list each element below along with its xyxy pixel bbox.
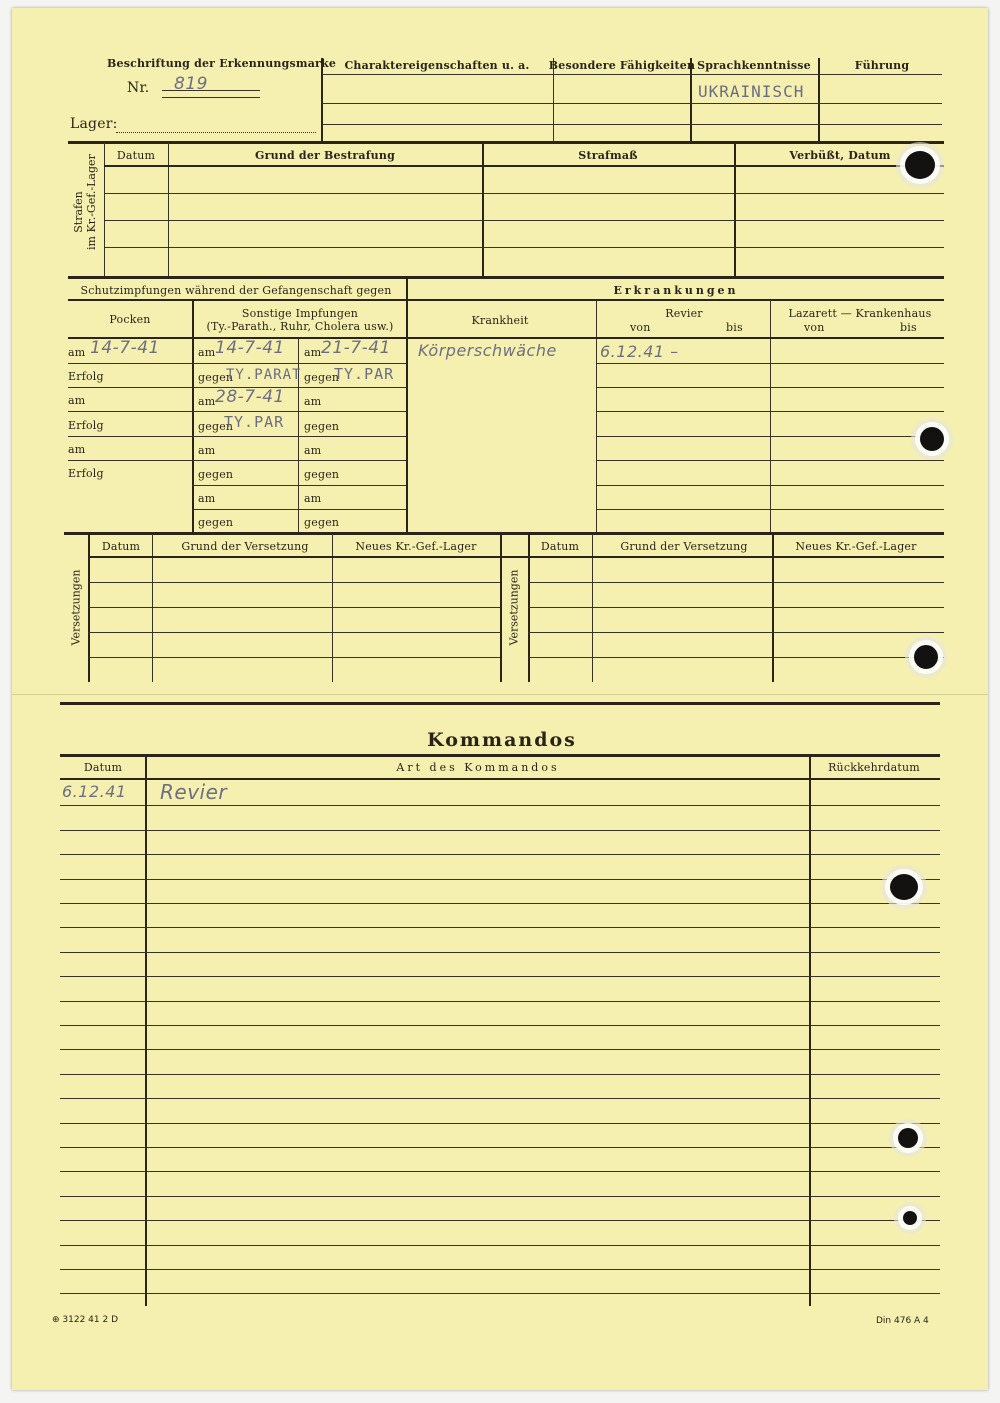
imp3-gegen-value: TY.PAR <box>224 413 285 431</box>
imp-gegen-4: gegen <box>304 420 340 433</box>
pocken-erfolg-2: Erfolg <box>68 419 104 432</box>
imp1-gegen-value: TY.PARAT <box>226 367 302 383</box>
impf-rule <box>68 363 406 364</box>
col-sprachkenntnisse: Sprachkenntnisse <box>697 59 811 72</box>
kommandos-rule <box>60 1001 940 1002</box>
col-fuehrung: Führung <box>854 59 910 72</box>
lazarett-von: von <box>804 321 825 334</box>
vers-col-grund-left: Grund der Versetzung <box>181 540 309 553</box>
strafen-col-grund: Grund der Bestrafung <box>255 149 395 162</box>
kommandos-rule <box>60 1269 940 1270</box>
kommandos-rule <box>60 1245 940 1246</box>
strafen-side-label-1: Strafen <box>72 191 85 233</box>
pocken-erfolg-1: Erfolg <box>68 370 104 383</box>
strafen-col-verbuesst: Verbüßt, Datum <box>789 149 891 162</box>
sprachkenntnisse-value: UKRAINISCH <box>698 82 805 101</box>
impf-rule <box>68 299 944 301</box>
header-divider <box>321 58 323 143</box>
imp-am-2: am <box>304 346 322 359</box>
revier-von: von <box>630 321 651 334</box>
erkr-rule <box>596 387 944 388</box>
erkr-rule <box>596 411 944 412</box>
imp-gegen-8: gegen <box>304 516 340 529</box>
punch-hole-icon <box>890 874 918 900</box>
impf-rule <box>192 485 406 486</box>
imp-am-7: am <box>198 492 216 505</box>
strafen-col-line <box>482 143 484 276</box>
kommandos-rule <box>60 1171 940 1172</box>
erkr-col-line <box>770 300 771 533</box>
imp-gegen-3: gegen <box>198 420 234 433</box>
imp-am-8: am <box>304 492 322 505</box>
kommandos-rule <box>60 1220 940 1221</box>
kommandos-col-rueckkehr: Rückkehrdatum <box>828 761 920 774</box>
section-rule <box>60 754 940 757</box>
impf-col-line <box>192 300 194 533</box>
strafen-rule <box>104 165 944 167</box>
impf-rule <box>68 460 406 461</box>
col-revier: Revier <box>665 307 703 320</box>
index-card-sheet <box>12 8 988 1390</box>
strafen-col-datum: Datum <box>116 149 156 162</box>
strafen-rule <box>104 220 944 221</box>
section-rule <box>68 141 944 144</box>
imp1-date: 14-7-41 <box>215 338 285 358</box>
erkr-rule <box>596 363 944 364</box>
kommandos-row1-datum: 6.12.41 <box>62 782 127 801</box>
kommandos-rule <box>60 1074 940 1075</box>
kommandos-col-line <box>809 756 811 1306</box>
col-faehigkeiten: Besondere Fähigkeiten <box>548 59 696 72</box>
vers-col-grund-right: Grund der Versetzung <box>620 540 748 553</box>
imp-am-4: am <box>304 395 322 408</box>
vers-rule <box>88 582 500 583</box>
strafen-side-label-2: im Kr.-Gef.-Lager <box>85 154 98 250</box>
erkennungsmarke-label: Beschriftung der Erkennungsmarke <box>107 57 337 70</box>
punch-hole-icon <box>898 1128 918 1148</box>
footer-form-number <box>52 1315 118 1325</box>
kommandos-col-line <box>145 756 147 1306</box>
strafen-col-line <box>104 143 105 276</box>
footer-form-number-text: 3122 41 2 D <box>62 1315 119 1325</box>
kommandos-rule <box>60 927 940 928</box>
vers-rule <box>528 582 944 583</box>
kommandos-rule <box>60 1025 940 1026</box>
vers-rule <box>88 632 500 633</box>
erkr-rule <box>596 460 944 461</box>
section-rule <box>68 276 944 279</box>
imp-gegen-6: gegen <box>304 468 340 481</box>
strafen-col-line <box>168 143 169 276</box>
header-rule <box>322 124 942 125</box>
kommandos-rule <box>60 879 940 880</box>
strafen-col-strafmass: Strafmaß <box>578 149 638 162</box>
pocken-am-2: am <box>68 394 86 407</box>
header-col-line <box>818 58 820 143</box>
col-sonstige-2: (Ty.-Parath., Ruhr, Cholera usw.) <box>206 320 394 333</box>
section-rule <box>64 532 944 535</box>
col-lazarett: Lazarett — Krankenhaus <box>788 307 932 320</box>
erkr-col-line <box>596 300 597 533</box>
punch-hole-icon <box>905 151 935 179</box>
lazarett-bis: bis <box>900 321 917 334</box>
impf-rule <box>68 411 406 412</box>
erkr-rule <box>596 485 944 486</box>
imp-am-3: am <box>198 395 216 408</box>
vers-rule <box>528 607 944 608</box>
imp2-gegen-value: TY.PAR <box>334 365 395 383</box>
strafen-col-line <box>734 143 736 276</box>
erkrankungen-header: Erkrankungen <box>613 284 739 297</box>
nr-value: 819 <box>174 74 208 94</box>
fold-line <box>12 694 988 695</box>
punch-hole-icon <box>914 645 938 669</box>
kommandos-rule <box>60 1049 940 1050</box>
kommandos-rule <box>60 952 940 953</box>
erkr-rule <box>406 337 944 339</box>
kommandos-rule <box>60 1293 940 1294</box>
kommandos-rule <box>60 805 940 806</box>
imp3-date: 28-7-41 <box>215 387 285 407</box>
nr-label: Nr. <box>127 80 150 96</box>
erkr-rule <box>596 509 944 510</box>
imp-gegen-1: gegen <box>198 371 234 384</box>
revier-von-value: 6.12.41 – <box>600 342 679 361</box>
pocken-erfolg-3: Erfolg <box>68 467 104 480</box>
lager-dotted-line <box>116 132 316 133</box>
pocken-am-1: am <box>68 346 86 359</box>
versetzungen-side-label-right: Versetzungen <box>507 569 521 646</box>
revier-bis: bis <box>726 321 743 334</box>
vers-rule <box>528 657 944 658</box>
imp-am-5: am <box>198 444 216 457</box>
footer-din: Din 476 A 4 <box>876 1316 929 1326</box>
kommandos-rule <box>60 1123 940 1124</box>
col-sonstige-1: Sonstige Impfungen <box>241 307 359 320</box>
punch-hole-icon <box>920 427 944 451</box>
kommandos-col-art: Art des Kommandos <box>396 761 560 774</box>
imp2-date: 21-7-41 <box>321 338 391 358</box>
impf-rule <box>192 509 406 510</box>
kommandos-rule <box>60 830 940 831</box>
kommandos-rule <box>60 1147 940 1148</box>
vers-col-datum-right: Datum <box>540 540 580 553</box>
kommandos-col-datum: Datum <box>83 761 123 774</box>
header-rule <box>322 74 942 75</box>
kommandos-rule <box>60 854 940 855</box>
versetzungen-side-label-left: Versetzungen <box>69 569 83 646</box>
vers-rule <box>528 632 944 633</box>
pocken-date: 14-7-41 <box>90 338 160 358</box>
vers-rule <box>88 657 500 658</box>
footer-emblem-icon: ⊕ <box>52 1315 60 1325</box>
impfungen-header: Schutzimpfungen während der Gefangenschaft gegen <box>80 284 392 297</box>
vers-rule <box>88 556 944 558</box>
imp-am-6: am <box>304 444 322 457</box>
strafen-rule <box>104 247 944 248</box>
col-pocken: Pocken <box>109 313 151 326</box>
col-krankheit: Krankheit <box>471 314 529 327</box>
imp-gegen-2: gegen <box>304 371 340 384</box>
impf-erkr-divider <box>406 278 408 533</box>
vers-col-lager-left: Neues Kr.-Gef.-Lager <box>355 540 477 553</box>
imp-am-1: am <box>198 346 216 359</box>
imp-gegen-7: gegen <box>198 516 234 529</box>
kommandos-rule <box>60 1098 940 1099</box>
kommandos-title: Kommandos <box>427 729 577 751</box>
kommandos-rule <box>60 976 940 977</box>
strafen-side-label <box>72 154 98 250</box>
imp-gegen-5: gegen <box>198 468 234 481</box>
vers-col-lager-right: Neues Kr.-Gef.-Lager <box>795 540 917 553</box>
kommandos-row1-art: Revier <box>160 780 228 804</box>
strafen-rule <box>104 193 944 194</box>
kommandos-rule <box>60 1196 940 1197</box>
kommandos-rule <box>60 903 940 904</box>
lager-label: Lager: <box>70 116 118 132</box>
vers-col-datum-left: Datum <box>101 540 141 553</box>
col-charakter: Charaktereigenschaften u. a. <box>344 59 530 72</box>
erkr-rule <box>596 436 944 437</box>
section-rule <box>60 702 940 705</box>
punch-hole-icon <box>903 1211 917 1225</box>
vers-rule <box>88 607 500 608</box>
pocken-am-3: am <box>68 443 86 456</box>
krankheit-value: Körperschwäche <box>418 341 557 360</box>
header-rule <box>322 103 942 104</box>
impf-rule <box>68 436 406 437</box>
